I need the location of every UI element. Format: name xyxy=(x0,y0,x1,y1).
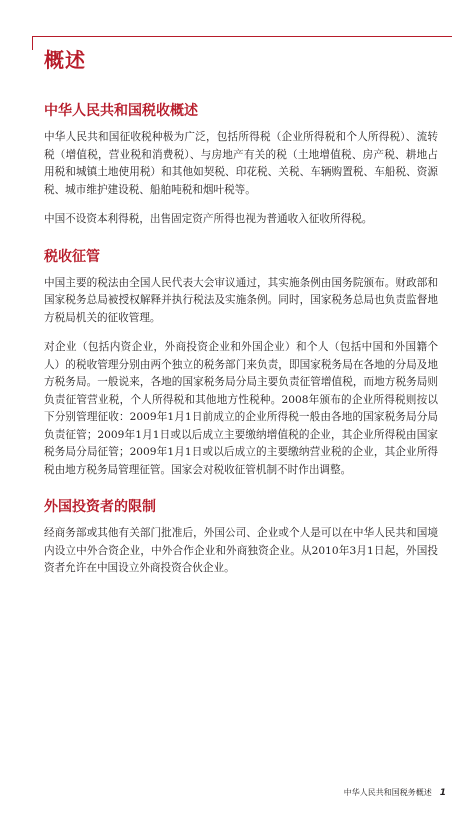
page-footer xyxy=(344,787,446,798)
section-foreign-investor-restrictions xyxy=(44,496,438,578)
section-tax-administration xyxy=(44,246,438,480)
paragraph: 中国主要的税法由全国人民代表大会审议通过，其实施条例由国务院颁布。财政部和国家税务总局被授权解释并执行税法及实施条例。同时，国家税务总局也负责监督地方税局机关的征收管理。 xyxy=(44,276,438,324)
paragraph: 中国不设资本利得税，出售固定资产所得也视为普通收入征收所得税。 xyxy=(44,213,373,225)
section-heading: 中华人民共和国税收概述 xyxy=(44,103,198,119)
header-corner-mark xyxy=(32,36,33,50)
header-rule xyxy=(32,36,452,37)
page-number: 1 xyxy=(439,787,446,798)
section-heading: 税收征管 xyxy=(44,248,100,265)
paragraph: 中华人民共和国征收税种极为广泛，包括所得税（企业所得税和个人所得税）、流转税（增值税，营业税和消费税）、与房地产有关的税（土地增值税、房产税、耕地占用税和城镇土地使用税）和其他如契税、印花税、关税、车辆购置税、车船税、资源税、城市维护建设税、船舶吨税和烟叶税等。 xyxy=(44,131,438,196)
paragraph: 经商务部或其他有关部门批准后，外国公司、企业或个人是可以在中华人民共和国境内设立中外合资企业，中外合作企业和外商独资企业。从2010年3月1日起，外国投资者允许在中国设立外商投资合伙企业。 xyxy=(44,527,438,574)
footer-running-title: 中华人民共和国税务概述 xyxy=(343,788,432,797)
paragraph: 对企业（包括内资企业，外商投资企业和外国企业）和个人（包括中国和外国籍个人）的税收管理分别由两个独立的税务部门来负责，即国家税务局在各地的分局及地方税务局。一般说来，各地的国家税务局分局主要负责征管增值税，而地方税务局则负责征管营业税，个人所得税和其他地方性税种。2008年颁布的企业所得税则按以下分别管理征收：2009年1月1日前成立的企业所得税一般由各地的国家税务局分局负责征管；2009年1月1日或以后成立主要缴纳增值税的企业，其企业所得税由国家税务局分局征管；2009年1月1日或以后成立的主要缴纳营业税的企业，其企业所得税由地方税务局管理征管。国家会对税收征管机制不时作出调整。 xyxy=(44,341,438,476)
page-title: 概述 xyxy=(44,48,86,72)
section-tax-overview xyxy=(44,100,438,229)
page-body xyxy=(44,100,438,590)
section-heading: 外国投资者的限制 xyxy=(44,499,156,515)
